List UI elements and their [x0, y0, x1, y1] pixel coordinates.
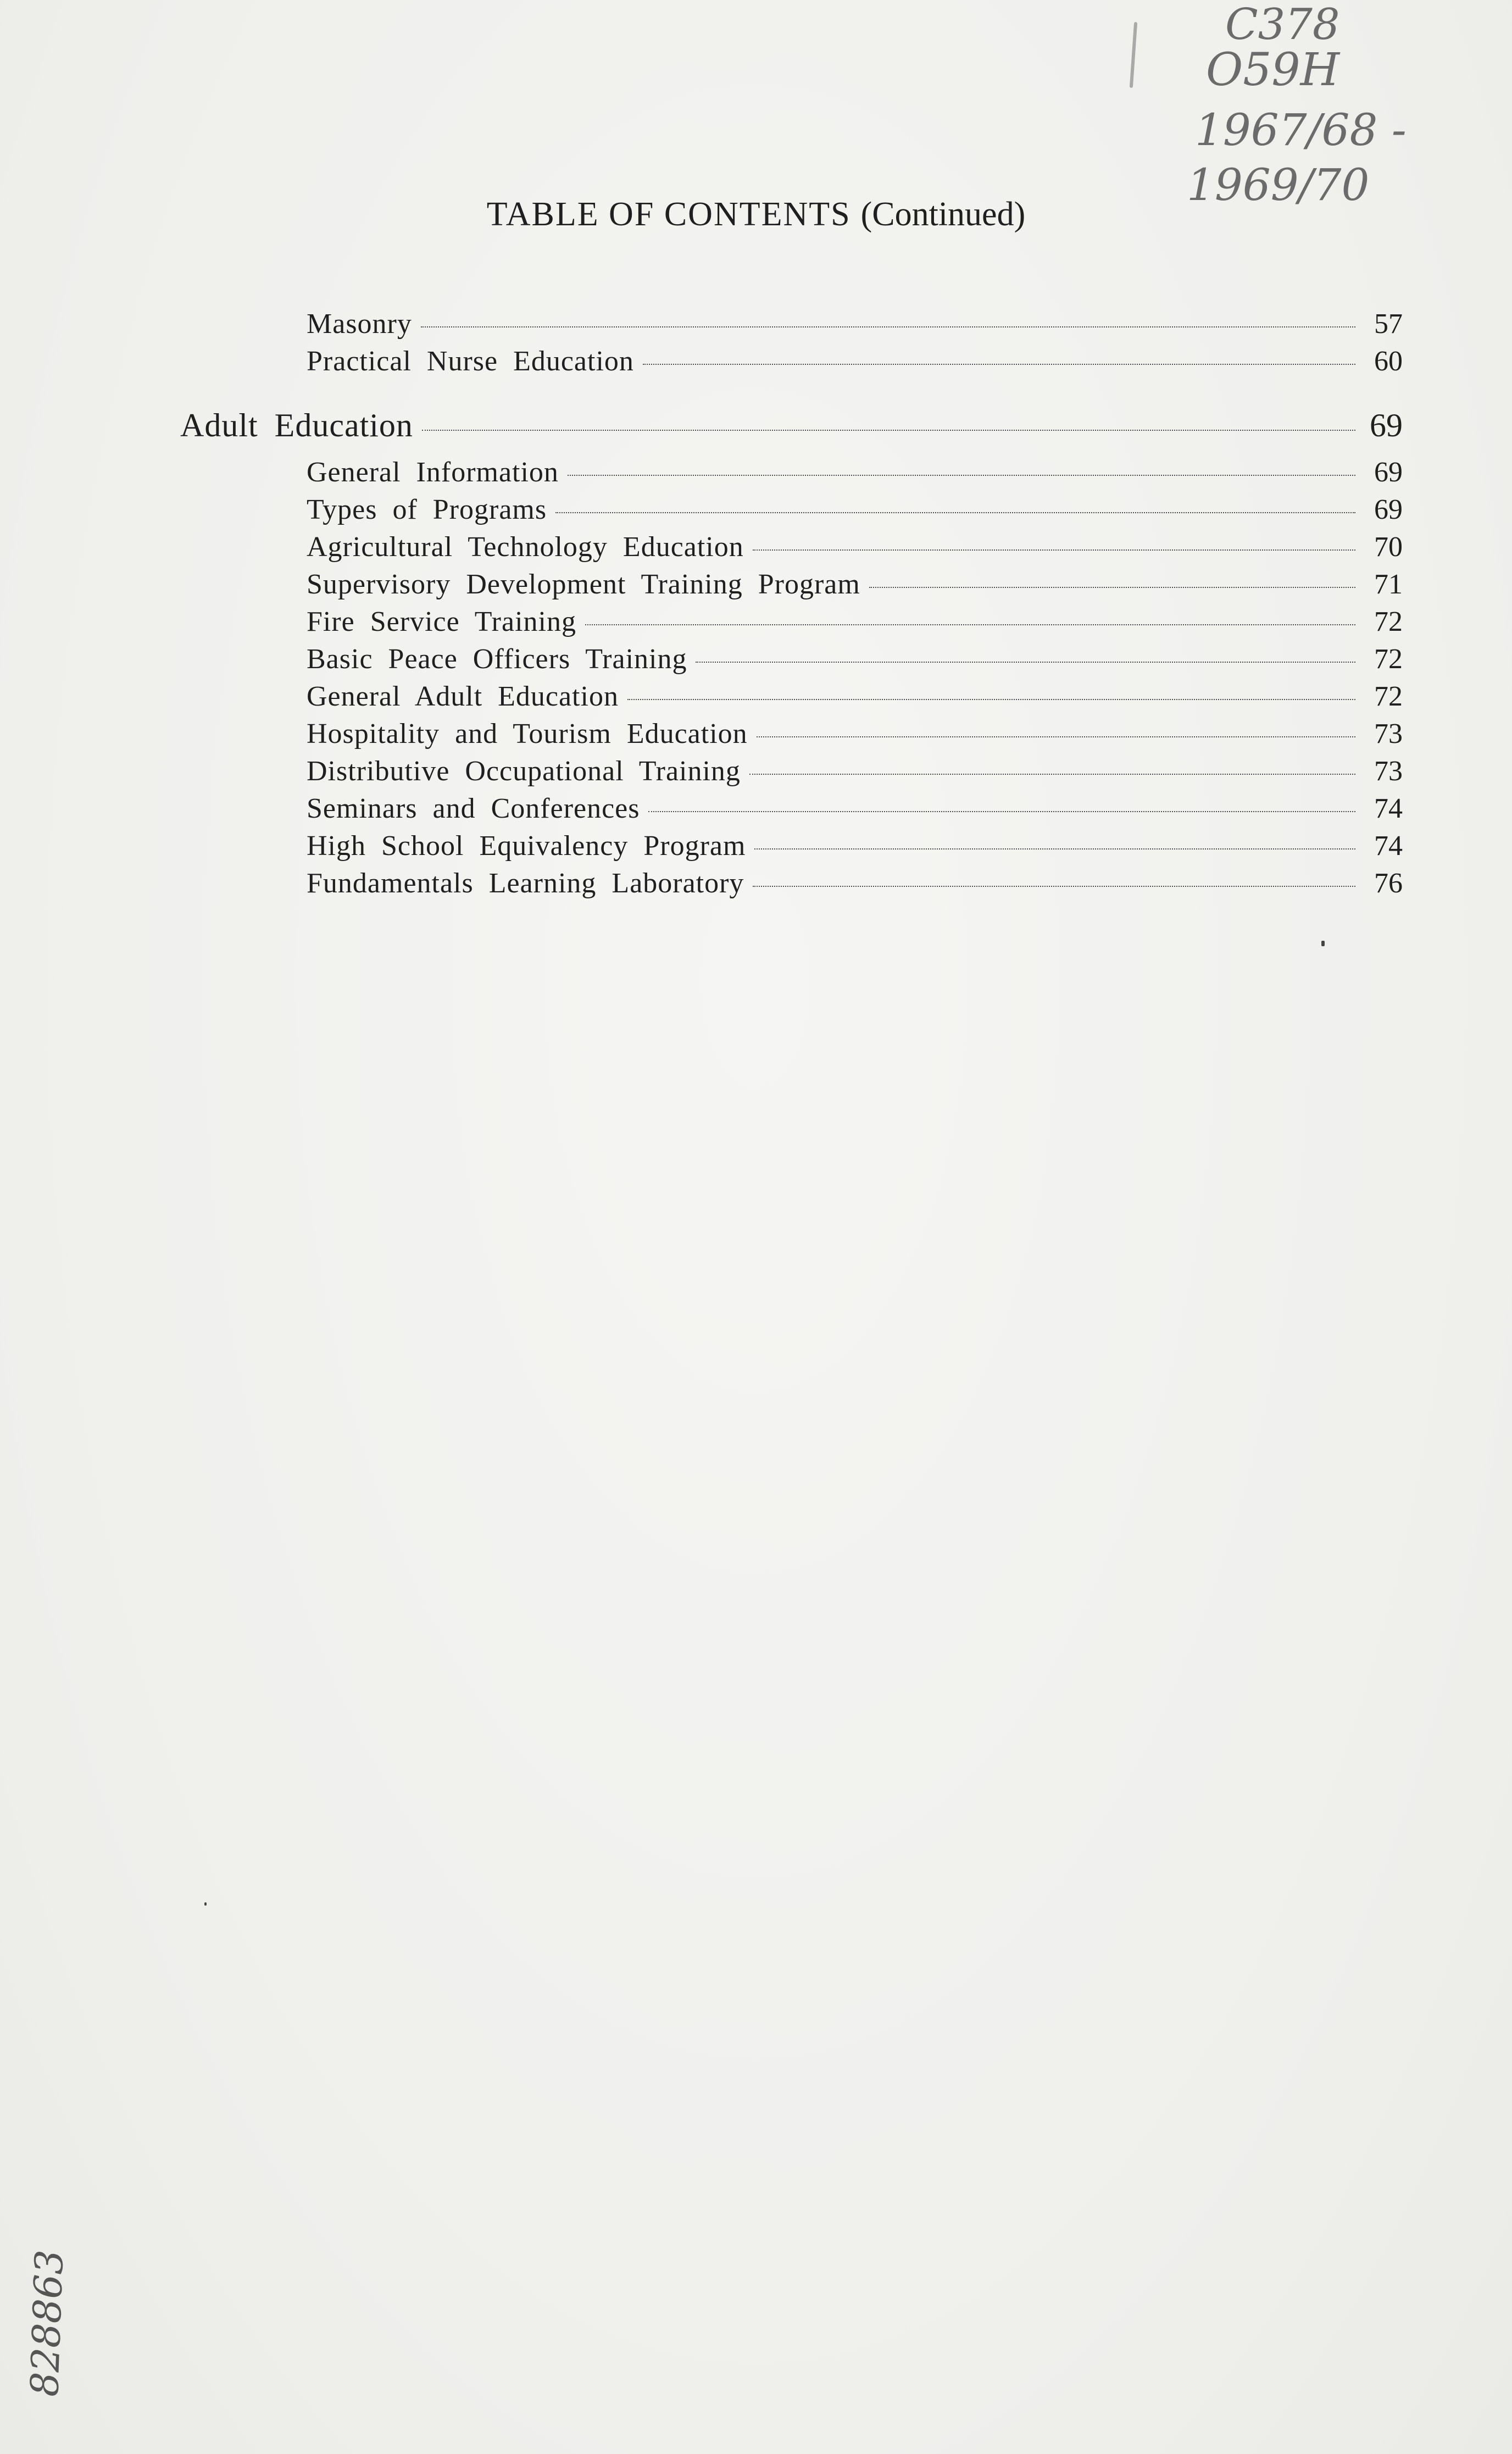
- toc-entry-label: Fire Service Training: [307, 606, 576, 637]
- toc-entry-page: 69: [1374, 457, 1403, 488]
- toc-entry: [307, 531, 1403, 566]
- handwritten-call-number-line-2: O59H: [1206, 44, 1340, 96]
- toc-entry: [307, 755, 1403, 790]
- toc-entry: [307, 456, 1403, 491]
- dot-leader: [749, 774, 1355, 775]
- toc-entry: [307, 680, 1403, 715]
- title-main: TABLE OF CONTENTS: [486, 196, 851, 233]
- dot-leader: [555, 512, 1355, 513]
- scan-speck: [1321, 941, 1325, 946]
- toc-entry-label: Basic Peace Officers Training: [307, 643, 687, 675]
- toc-entry-label: Practical Nurse Education: [307, 346, 634, 377]
- handwritten-years-line-2: 1969/70: [1187, 159, 1370, 210]
- toc-section-heading: [180, 407, 1403, 446]
- toc-entry: [307, 867, 1403, 902]
- toc-entry-page: 72: [1374, 643, 1403, 675]
- toc-entry-page: 74: [1374, 830, 1403, 862]
- page-title: [0, 195, 1512, 234]
- dot-leader: [696, 662, 1355, 663]
- dot-leader: [627, 699, 1355, 700]
- toc-entry-label: Supervisory Development Training Program: [307, 569, 860, 600]
- dot-leader: [568, 475, 1355, 476]
- toc-entry-page: 69: [1370, 407, 1403, 443]
- toc-entry-page: 72: [1374, 606, 1403, 637]
- toc-entry-label: Hospitality and Tourism Education: [307, 718, 748, 749]
- toc-entry-page: 74: [1374, 793, 1403, 824]
- toc-entry-page: 71: [1374, 569, 1403, 600]
- dot-leader: [422, 430, 1355, 431]
- toc-entry-page: 73: [1374, 756, 1403, 787]
- toc-entry: [307, 606, 1403, 641]
- handwritten-years-line-1: 1967/68 -: [1195, 104, 1407, 156]
- dot-leader: [753, 549, 1355, 551]
- pen-mark: [1130, 22, 1137, 88]
- dot-leader: [648, 811, 1355, 812]
- toc-entry-label: Types of Programs: [307, 494, 547, 525]
- dot-leader: [421, 326, 1355, 327]
- toc-entry: [307, 718, 1403, 753]
- toc-entry-label: Fundamentals Learning Laboratory: [307, 868, 744, 899]
- toc-entry-label: General Information: [307, 457, 559, 488]
- toc-entry-label: Adult Education: [180, 407, 413, 443]
- toc-entry-label: Agricultural Technology Education: [307, 531, 744, 563]
- toc-entry-page: 72: [1374, 681, 1403, 712]
- handwritten-accession-number: 828863: [22, 2248, 73, 2397]
- toc-entry-page: 69: [1374, 494, 1403, 525]
- toc-entry-page: 57: [1374, 308, 1403, 340]
- title-suffix: (Continued): [860, 196, 1026, 233]
- toc-entry-label: Masonry: [307, 308, 412, 340]
- toc-entry: [307, 792, 1403, 828]
- toc-entry: [307, 568, 1403, 603]
- handwritten-call-number-line-1: C378: [1225, 0, 1340, 49]
- toc-entry-page: 73: [1374, 718, 1403, 749]
- toc-entry-page: 70: [1374, 531, 1403, 563]
- toc-entry-label: Seminars and Conferences: [307, 793, 640, 824]
- toc-entry: [307, 493, 1403, 529]
- toc-entry: [307, 830, 1403, 865]
- toc-entry-page: 60: [1374, 346, 1403, 377]
- toc-entry-page: 76: [1374, 868, 1403, 899]
- scan-speck: [204, 1902, 207, 1906]
- dot-leader: [869, 587, 1355, 588]
- toc-entry: [307, 345, 1403, 380]
- toc-entry-label: General Adult Education: [307, 681, 619, 712]
- toc-entry: [307, 643, 1403, 678]
- dot-leader: [753, 886, 1355, 887]
- dot-leader: [585, 624, 1355, 625]
- toc-entry-label: Distributive Occupational Training: [307, 756, 741, 787]
- toc-entry-label: High School Equivalency Program: [307, 830, 746, 862]
- dot-leader: [754, 848, 1355, 850]
- toc-entry: [307, 308, 1403, 343]
- dot-leader: [643, 364, 1355, 365]
- dot-leader: [757, 736, 1355, 737]
